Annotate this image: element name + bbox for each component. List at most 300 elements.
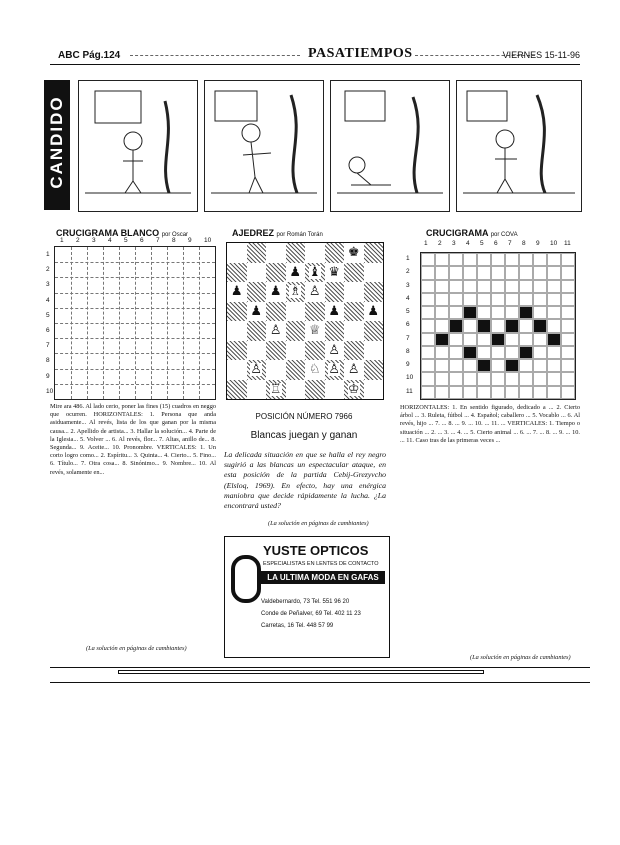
chess-piece: ♚ xyxy=(347,245,360,261)
crossword-cell[interactable] xyxy=(491,319,505,332)
chess-piece: ♟ xyxy=(269,284,282,300)
chess-piece: ♔ xyxy=(347,381,360,397)
comic-title-tab xyxy=(44,80,70,210)
board-square[interactable] xyxy=(364,360,384,380)
ad-address-3: Carretas, 16 Tel. 448 57 99 xyxy=(261,623,334,629)
comic-title: CANDIDO xyxy=(47,95,66,189)
board-square[interactable] xyxy=(325,263,345,283)
crossword-cell[interactable] xyxy=(505,253,519,266)
board-square[interactable] xyxy=(247,243,267,263)
board-square[interactable] xyxy=(325,282,345,302)
crossword-cell[interactable] xyxy=(449,306,463,319)
row-number: 10 xyxy=(406,374,414,382)
crossword-cell[interactable] xyxy=(421,253,435,266)
board-square[interactable] xyxy=(266,380,286,400)
board-square[interactable] xyxy=(305,302,325,322)
crossword-cell[interactable] xyxy=(561,372,575,385)
column-number: 8 xyxy=(172,237,176,244)
grid-line xyxy=(55,323,215,324)
crossword-cell[interactable] xyxy=(505,359,519,372)
crossword-cell[interactable] xyxy=(421,346,435,359)
crossword-cell[interactable] xyxy=(547,359,561,372)
board-square[interactable] xyxy=(344,282,364,302)
crossword-cell[interactable] xyxy=(449,293,463,306)
crossword-cell[interactable] xyxy=(519,306,533,319)
crossword-cell[interactable] xyxy=(477,333,491,346)
horoscope-legend xyxy=(118,670,484,674)
comic-drawing xyxy=(331,81,449,211)
crossword-cell[interactable] xyxy=(547,293,561,306)
ad-address-2: Conde de Peñalver, 69 Tel. 402 11 23 xyxy=(261,611,361,617)
ad-tagline: ESPECIALISTAS EN LENTES DE CONTACTO xyxy=(263,561,379,567)
crossword-cell[interactable] xyxy=(449,333,463,346)
ad-address-1: Valdebernardo, 73 Tel. 551 96 20 xyxy=(261,599,350,605)
chess-position-number: POSICIÓN NÚMERO 7966 xyxy=(255,412,353,421)
crossword-cell[interactable] xyxy=(519,293,533,306)
crossword-cell[interactable] xyxy=(435,306,449,319)
board-square[interactable] xyxy=(266,321,286,341)
crossword-cell[interactable] xyxy=(421,372,435,385)
column-number: 10 xyxy=(550,240,558,247)
board-square[interactable] xyxy=(305,282,325,302)
crossword-cell[interactable] xyxy=(533,359,547,372)
section-title: PASATIEMPOS xyxy=(308,46,413,61)
crossword-cell[interactable] xyxy=(421,266,435,279)
grid-line xyxy=(167,247,168,399)
board-square[interactable] xyxy=(247,282,267,302)
crossword-cell[interactable] xyxy=(533,319,547,332)
column-number: 3 xyxy=(92,237,96,244)
board-square[interactable] xyxy=(364,263,384,283)
chess-piece: ♘ xyxy=(308,362,321,378)
crossword-cell[interactable] xyxy=(463,266,477,279)
sign-entry xyxy=(266,684,371,720)
crossword-cell[interactable] xyxy=(561,319,575,332)
crossword-cell[interactable] xyxy=(435,280,449,293)
board-square[interactable] xyxy=(227,360,247,380)
blank-crossword-grid[interactable] xyxy=(46,237,216,400)
row-number: 1 xyxy=(406,255,410,262)
crossword-cell[interactable] xyxy=(449,280,463,293)
crossword-cell[interactable] xyxy=(547,333,561,346)
column-number: 9 xyxy=(536,240,540,247)
crossword-cell[interactable] xyxy=(491,333,505,346)
board-square[interactable] xyxy=(364,243,384,263)
grid-line xyxy=(199,247,200,399)
crossword-cell[interactable] xyxy=(435,266,449,279)
crossword-cell[interactable] xyxy=(463,253,477,266)
board-square[interactable] xyxy=(247,263,267,283)
crossword-cell[interactable] xyxy=(505,293,519,306)
row-number: 2 xyxy=(46,266,50,274)
blank-crossword-author: por Oscar xyxy=(161,232,189,238)
crossword-cell[interactable] xyxy=(477,306,491,319)
board-square[interactable] xyxy=(266,243,286,263)
horoscope-signs xyxy=(50,684,590,844)
page-number: ABC Pág.124 xyxy=(58,50,121,61)
grid-line xyxy=(55,353,215,354)
board-square[interactable] xyxy=(364,321,384,341)
board-square[interactable] xyxy=(286,263,306,283)
grid-line xyxy=(183,247,184,399)
crossword-cell[interactable] xyxy=(561,359,575,372)
crossword-cell[interactable] xyxy=(421,359,435,372)
board-square[interactable] xyxy=(344,380,364,400)
board-square[interactable] xyxy=(266,302,286,322)
column-number: 1 xyxy=(424,240,428,247)
crossword-cell[interactable] xyxy=(561,386,575,399)
board-square[interactable] xyxy=(286,243,306,263)
page-date: VIERNES 15-11-96 xyxy=(502,50,580,60)
crossword-cell[interactable] xyxy=(463,333,477,346)
board-square[interactable] xyxy=(344,243,364,263)
board-square[interactable] xyxy=(305,380,325,400)
ad-name: YUSTE OPTICOS xyxy=(263,543,369,558)
crossword-cell[interactable] xyxy=(463,306,477,319)
comic-drawing xyxy=(205,81,323,211)
board-square[interactable] xyxy=(364,302,384,322)
row-number: 5 xyxy=(46,311,50,319)
crossword-cell[interactable] xyxy=(519,319,533,332)
crossword-cell[interactable] xyxy=(561,306,575,319)
sign-entry xyxy=(482,684,587,720)
sign-entry xyxy=(482,792,587,828)
board-square[interactable] xyxy=(266,282,286,302)
crossword-cell[interactable] xyxy=(505,280,519,293)
column-number: 6 xyxy=(140,237,144,244)
board-square[interactable] xyxy=(325,321,345,341)
crossword-cell[interactable] xyxy=(491,253,505,266)
crossword-cell[interactable] xyxy=(435,293,449,306)
board-square[interactable] xyxy=(286,380,306,400)
column-number: 2 xyxy=(438,240,442,247)
crossword-cell[interactable] xyxy=(533,253,547,266)
chess-problem-text: La delicada situación en que se halla el rey negro sugirió a las blancas un espectacular ataque, en esta posición de la partida Cebij-Grezyvcho (Elsloq, 1969). En efecto, hay una enérgica maniobra que decide rápidamente la lucha. ¿La encontrará usted? xyxy=(224,450,386,511)
crossword-cell[interactable] xyxy=(477,293,491,306)
row-number: 4 xyxy=(406,294,410,302)
crossword-solution-note: (La solución en páginas de cambiantes) xyxy=(470,654,571,661)
row-number: 7 xyxy=(46,342,50,350)
crossword-cell[interactable] xyxy=(561,266,575,279)
crossword-cell[interactable] xyxy=(533,386,547,399)
board-square[interactable] xyxy=(325,302,345,322)
crossword-cell[interactable] xyxy=(547,346,561,359)
column-number: 3 xyxy=(452,240,456,247)
grid-line xyxy=(55,369,215,370)
board-square[interactable] xyxy=(227,380,247,400)
grid-line xyxy=(55,338,215,339)
chess-piece: ♝ xyxy=(308,264,321,280)
crossword-cell[interactable] xyxy=(435,346,449,359)
comic-panel-1 xyxy=(78,80,198,212)
chess-header xyxy=(232,228,323,238)
crossword-cell[interactable] xyxy=(547,253,561,266)
sign-entry xyxy=(50,684,155,720)
crossword-cell[interactable] xyxy=(561,253,575,266)
crossword-cell[interactable] xyxy=(505,372,519,385)
crossword-cell[interactable] xyxy=(449,386,463,399)
board-square[interactable] xyxy=(286,282,306,302)
crossword-cell[interactable] xyxy=(519,266,533,279)
crossword-cell[interactable] xyxy=(519,359,533,372)
crossword-cell[interactable] xyxy=(491,280,505,293)
chess-piece: ♙ xyxy=(308,284,321,300)
crossword-cell[interactable] xyxy=(491,293,505,306)
crossword-cell[interactable] xyxy=(421,319,435,332)
crossword-cell[interactable] xyxy=(491,372,505,385)
crossword-cell[interactable] xyxy=(561,333,575,346)
row-number: 3 xyxy=(406,281,410,289)
board-square[interactable] xyxy=(286,360,306,380)
crossword-cell[interactable] xyxy=(505,266,519,279)
chess-piece: ♗ xyxy=(289,284,302,300)
board-square[interactable] xyxy=(325,243,345,263)
crossword-cell[interactable] xyxy=(449,266,463,279)
board-square[interactable] xyxy=(325,380,345,400)
chess-board[interactable] xyxy=(226,242,384,400)
chess-piece: ♟ xyxy=(250,303,263,319)
crossword-cell[interactable] xyxy=(505,386,519,399)
crossword-cell[interactable] xyxy=(421,386,435,399)
horoscope-header xyxy=(50,667,590,683)
row-number: 9 xyxy=(46,372,50,380)
sign-entry xyxy=(50,740,155,776)
column-number: 7 xyxy=(156,237,160,244)
column-number: 8 xyxy=(522,240,526,247)
column-number: 2 xyxy=(76,237,80,244)
row-number: 10 xyxy=(46,387,54,395)
crossword-cell[interactable] xyxy=(477,319,491,332)
board-square[interactable] xyxy=(266,360,286,380)
crossword-cell[interactable] xyxy=(463,372,477,385)
row-number: 8 xyxy=(46,357,50,365)
crossword-cell[interactable] xyxy=(421,293,435,306)
crossword-cell[interactable] xyxy=(533,346,547,359)
column-number: 5 xyxy=(124,237,128,244)
chess-piece: ♙ xyxy=(269,323,282,339)
sign-entry xyxy=(158,740,263,776)
sign-entry xyxy=(266,792,371,828)
chess-piece: ♙ xyxy=(250,362,263,378)
crossword-header xyxy=(426,228,518,238)
crossword-cell[interactable] xyxy=(477,280,491,293)
blank-crossword-solution-note: (La solución en páginas de cambiantes) xyxy=(86,645,187,652)
board-square[interactable] xyxy=(227,282,247,302)
board-square[interactable] xyxy=(344,321,364,341)
crossword-cell[interactable] xyxy=(491,306,505,319)
crossword-cell[interactable] xyxy=(449,319,463,332)
board-square[interactable] xyxy=(227,341,247,361)
comic-drawing xyxy=(457,81,581,211)
crossword-cell[interactable] xyxy=(435,386,449,399)
board-square[interactable] xyxy=(247,321,267,341)
comic-panel-2 xyxy=(204,80,324,212)
board-square[interactable] xyxy=(286,321,306,341)
board-square[interactable] xyxy=(286,302,306,322)
crossword-cell[interactable] xyxy=(519,333,533,346)
crossword-cell[interactable] xyxy=(449,372,463,385)
crossword-cell[interactable] xyxy=(491,346,505,359)
column-number: 10 xyxy=(204,237,212,244)
sign-entry xyxy=(158,792,263,828)
chess-piece: ♖ xyxy=(269,381,282,397)
crossword-author: por COVA xyxy=(490,232,518,238)
row-number: 6 xyxy=(406,321,410,329)
sign-entry xyxy=(266,740,371,776)
crossword-cell[interactable] xyxy=(547,266,561,279)
column-number: 6 xyxy=(494,240,498,247)
row-number: 4 xyxy=(46,296,50,304)
crossword-cell[interactable] xyxy=(533,280,547,293)
crossword-cell[interactable] xyxy=(491,386,505,399)
board-square[interactable] xyxy=(305,360,325,380)
chess-piece: ♟ xyxy=(367,303,380,319)
board-square[interactable] xyxy=(247,360,267,380)
crossword-cell[interactable] xyxy=(547,319,561,332)
crossword-cell[interactable] xyxy=(463,280,477,293)
board-square[interactable] xyxy=(305,321,325,341)
chess-piece: ♙ xyxy=(328,362,341,378)
board-square[interactable] xyxy=(247,341,267,361)
crossword-row-numbers xyxy=(404,252,418,398)
crossword-cell[interactable] xyxy=(505,319,519,332)
blank-crossword-title: CRUCIGRAMA BLANCO xyxy=(56,228,160,238)
crossword-cell[interactable] xyxy=(519,372,533,385)
chess-piece: ♕ xyxy=(308,323,321,339)
crossword-cell[interactable] xyxy=(533,306,547,319)
crossword-cell[interactable] xyxy=(533,293,547,306)
chess-piece: ♙ xyxy=(328,342,341,358)
board-square[interactable] xyxy=(247,380,267,400)
crossword-cell[interactable] xyxy=(449,359,463,372)
column-number: 11 xyxy=(564,240,571,247)
crossword-cell[interactable] xyxy=(491,359,505,372)
crossword-column-numbers xyxy=(420,240,574,250)
column-number: 4 xyxy=(108,237,112,244)
row-number: 7 xyxy=(406,334,410,342)
crossword-cell[interactable] xyxy=(477,346,491,359)
row-number: 11 xyxy=(406,387,413,395)
crossword-cell[interactable] xyxy=(547,306,561,319)
crossword-cell[interactable] xyxy=(547,386,561,399)
comic-panel-4 xyxy=(456,80,582,212)
crossword-cell[interactable] xyxy=(421,280,435,293)
crossword-title: CRUCIGRAMA xyxy=(426,228,489,238)
comic-drawing xyxy=(79,81,197,211)
crossword-cell[interactable] xyxy=(435,319,449,332)
crossword-cell[interactable] xyxy=(547,372,561,385)
sign-entry xyxy=(482,740,587,776)
crossword-cell[interactable] xyxy=(547,280,561,293)
crossword-cell[interactable] xyxy=(435,359,449,372)
crossword-cell[interactable] xyxy=(491,266,505,279)
board-square[interactable] xyxy=(344,360,364,380)
sign-entry xyxy=(158,684,263,720)
crossword-cell[interactable] xyxy=(505,333,519,346)
crossword-cell[interactable] xyxy=(505,346,519,359)
board-square[interactable] xyxy=(266,341,286,361)
board-square[interactable] xyxy=(364,341,384,361)
comic-panel-3 xyxy=(330,80,450,212)
crossword-cell[interactable] xyxy=(421,306,435,319)
chess-piece: ♟ xyxy=(289,264,302,280)
chess-piece: ♛ xyxy=(328,264,341,280)
crossword-cell[interactable] xyxy=(477,253,491,266)
crossword-cell[interactable] xyxy=(533,372,547,385)
board-square[interactable] xyxy=(247,302,267,322)
column-number: 9 xyxy=(188,237,192,244)
board-square[interactable] xyxy=(305,243,325,263)
crossword-cell[interactable] xyxy=(435,333,449,346)
crossword-cell[interactable] xyxy=(477,372,491,385)
grid-line xyxy=(151,247,152,399)
board-square[interactable] xyxy=(266,263,286,283)
board-square[interactable] xyxy=(286,341,306,361)
board-square[interactable] xyxy=(364,282,384,302)
crossword-cell[interactable] xyxy=(533,266,547,279)
crossword-cell[interactable] xyxy=(505,306,519,319)
board-square[interactable] xyxy=(227,263,247,283)
crossword-cell[interactable] xyxy=(519,280,533,293)
crossword-cell[interactable] xyxy=(421,333,435,346)
board-square[interactable] xyxy=(344,302,364,322)
row-number: 9 xyxy=(406,361,410,369)
chess-subtitle: Blancas juegan y ganan xyxy=(250,430,358,441)
crossword-cell[interactable] xyxy=(519,253,533,266)
crossword-cell[interactable] xyxy=(463,386,477,399)
crossword-cell[interactable] xyxy=(463,319,477,332)
crossword-cell[interactable] xyxy=(561,346,575,359)
board-square[interactable] xyxy=(227,321,247,341)
board-square[interactable] xyxy=(227,302,247,322)
column-number: 1 xyxy=(60,237,64,244)
row-number: 2 xyxy=(406,268,410,276)
crossword-grid[interactable] xyxy=(420,252,576,400)
header-rule xyxy=(130,55,300,56)
board-square[interactable] xyxy=(344,263,364,283)
ad-logo xyxy=(231,555,261,603)
crossword-cell[interactable] xyxy=(463,359,477,372)
crossword-cell[interactable] xyxy=(561,280,575,293)
optician-advertisement[interactable] xyxy=(224,536,390,658)
crossword-cell[interactable] xyxy=(435,253,449,266)
crossword-cell[interactable] xyxy=(477,359,491,372)
row-number: 8 xyxy=(406,347,410,355)
crossword-cell[interactable] xyxy=(463,346,477,359)
board-square[interactable] xyxy=(305,263,325,283)
crossword-cell[interactable] xyxy=(449,346,463,359)
crossword-cell[interactable] xyxy=(533,333,547,346)
crossword-cell[interactable] xyxy=(463,293,477,306)
board-square[interactable] xyxy=(325,341,345,361)
crossword-cell[interactable] xyxy=(435,372,449,385)
crossword-cell[interactable] xyxy=(519,346,533,359)
crossword-cell[interactable] xyxy=(477,386,491,399)
crossword-cell[interactable] xyxy=(477,266,491,279)
chess-piece: ♟ xyxy=(230,284,243,300)
board-square[interactable] xyxy=(305,341,325,361)
board-square[interactable] xyxy=(344,341,364,361)
crossword-cell[interactable] xyxy=(449,253,463,266)
crossword-cell[interactable] xyxy=(519,386,533,399)
page-header xyxy=(50,46,580,65)
crossword-cell[interactable] xyxy=(561,293,575,306)
column-number: 4 xyxy=(466,240,470,247)
chess-title: AJEDREZ xyxy=(232,228,275,238)
board-square[interactable] xyxy=(227,243,247,263)
board-square[interactable] xyxy=(364,380,384,400)
board-square[interactable] xyxy=(325,360,345,380)
